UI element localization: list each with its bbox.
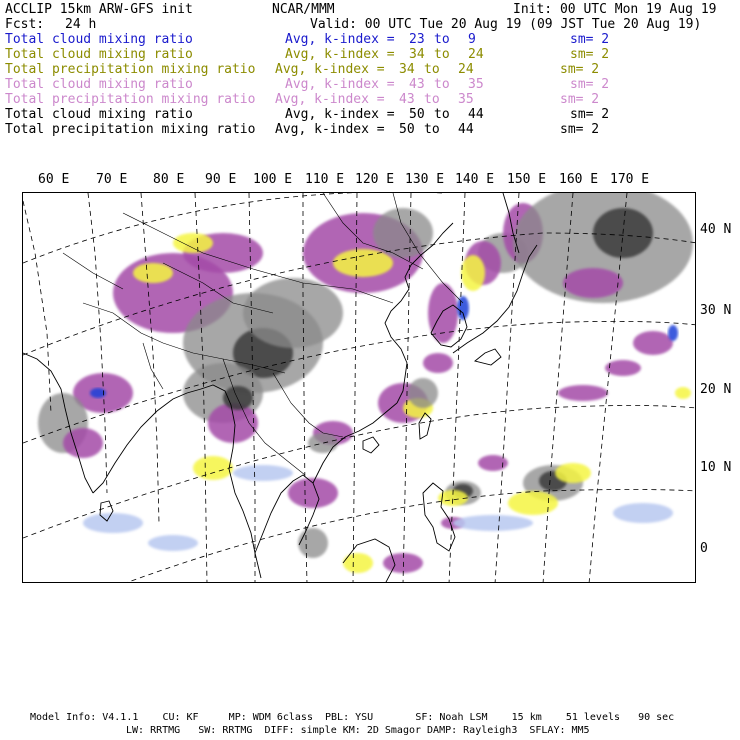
legend-field: Total cloud mixing ratio — [5, 32, 193, 47]
legend-to: to — [424, 92, 440, 107]
legend-k2: 35 — [468, 77, 484, 92]
cloud-field-blue — [668, 325, 678, 341]
model-info-line2: LW: RRTMG SW: RRTMG DIFF: simple KM: 2D Smagor DAMP: Rayleigh3 SFLAY: MM5 — [126, 725, 590, 736]
longitude-label: 90 E — [205, 172, 237, 187]
cloud-field-lightblue — [233, 465, 293, 481]
legend-sm: sm= 2 — [560, 122, 600, 137]
cloud-field-purple — [558, 385, 608, 401]
cloud-field-yellow — [173, 233, 213, 253]
cloud-field-gray — [373, 208, 433, 258]
legend-desc: Avg, k-index = — [275, 92, 385, 107]
cloud-field-purple — [633, 331, 673, 355]
legend-to: to — [424, 62, 440, 77]
legend-desc: Avg, k-index = — [285, 47, 395, 62]
legend-k1: 43 — [399, 92, 415, 107]
longitude-label: 140 E — [455, 172, 495, 187]
cloud-field-yellow — [461, 255, 485, 291]
longitude-label: 170 E — [610, 172, 650, 187]
legend-sm: sm= 2 — [570, 32, 610, 47]
longitude-label: 150 E — [507, 172, 547, 187]
cloud-field-dark — [223, 386, 253, 410]
longitude-label: 120 E — [355, 172, 395, 187]
longitude-label: 160 E — [559, 172, 599, 187]
latitude-label: 30 N — [700, 303, 732, 318]
legend-to: to — [434, 77, 450, 92]
cloud-field-lightblue — [453, 515, 533, 531]
longitude-label: 70 E — [96, 172, 128, 187]
cloud-field-purple — [605, 360, 641, 376]
legend-k2: 9 — [468, 32, 476, 47]
legend-field: Total cloud mixing ratio — [5, 107, 193, 122]
legend-to: to — [434, 32, 450, 47]
longitude-label: 130 E — [405, 172, 445, 187]
legend-to: to — [424, 122, 440, 137]
cloud-field-purple — [383, 553, 423, 573]
cloud-field-blue — [457, 296, 469, 320]
legend-k2: 44 — [468, 107, 484, 122]
legend-k2: 35 — [458, 92, 474, 107]
cloud-field-gray — [298, 528, 328, 558]
cloud-field-gray — [308, 433, 338, 453]
cloud-field-purple — [423, 353, 453, 373]
fcst-label: Fcst: — [5, 17, 45, 32]
cloud-field-yellow — [343, 553, 373, 573]
legend-sm: sm= 2 — [560, 92, 600, 107]
cloud-field-yellow — [193, 456, 233, 480]
cloud-field-yellow — [133, 263, 173, 283]
cloud-field-lightblue — [83, 513, 143, 533]
longitude-label: 60 E — [38, 172, 70, 187]
cloud-field-gray — [408, 378, 438, 408]
cloud-field-lightblue — [613, 503, 673, 523]
map-canvas — [23, 193, 696, 583]
cloud-field-purple — [63, 428, 103, 458]
legend-field: Total precipitation mixing ratio — [5, 62, 256, 77]
longitude-label: 100 E — [253, 172, 293, 187]
legend-k2: 44 — [458, 122, 474, 137]
legend-field: Total cloud mixing ratio — [5, 77, 193, 92]
valid-time: Valid: 00 UTC Tue 20 Aug 19 (09 JST Tue 20 Aug 19) — [310, 17, 702, 32]
legend-k1: 34 — [409, 47, 425, 62]
map-panel — [22, 192, 696, 583]
init-time: Init: 00 UTC Mon 19 Aug 19 — [513, 2, 717, 17]
legend-k1: 23 — [409, 32, 425, 47]
legend-desc: Avg, k-index = — [275, 122, 385, 137]
legend-desc: Avg, k-index = — [285, 77, 395, 92]
legend-field: Total precipitation mixing ratio — [5, 122, 256, 137]
legend-desc: Avg, k-index = — [275, 62, 385, 77]
cloud-field-yellow — [333, 249, 393, 277]
legend-k2: 24 — [458, 62, 474, 77]
legend-sm: sm= 2 — [560, 62, 600, 77]
map-title: ACCLIP 15km ARW-GFS init — [5, 2, 193, 17]
latitude-label: 0 — [700, 541, 708, 556]
legend-to: to — [434, 47, 450, 62]
legend-to: to — [434, 107, 450, 122]
center-label: NCAR/MMM — [272, 2, 335, 17]
fcst-value: 24 h — [65, 17, 97, 32]
cloud-field-gray — [243, 278, 343, 348]
cloud-field-lightblue — [148, 535, 198, 551]
legend-k1: 50 — [409, 107, 425, 122]
legend-field: Total cloud mixing ratio — [5, 47, 193, 62]
legend-k2: 24 — [468, 47, 484, 62]
legend-sm: sm= 2 — [570, 47, 610, 62]
legend-k1: 50 — [399, 122, 415, 137]
legend-field: Total precipitation mixing ratio — [5, 92, 256, 107]
legend-desc: Avg, k-index = — [285, 107, 395, 122]
cloud-field-yellow — [675, 387, 691, 399]
longitude-label: 80 E — [153, 172, 185, 187]
model-info-line1: Model Info: V4.1.1 CU: KF MP: WDM 6class PBL: YSU SF: Noah LSM 15 km 51 levels 90 sec — [30, 712, 675, 723]
latitude-label: 10 N — [700, 460, 732, 475]
legend-sm: sm= 2 — [570, 107, 610, 122]
latitude-label: 40 N — [700, 222, 732, 237]
legend-k1: 34 — [399, 62, 415, 77]
cloud-field-yellow — [508, 491, 558, 515]
latitude-label: 20 N — [700, 382, 732, 397]
cloud-field-purple — [563, 268, 623, 298]
legend-desc: Avg, k-index = — [285, 32, 395, 47]
legend-k1: 43 — [409, 77, 425, 92]
legend-sm: sm= 2 — [570, 77, 610, 92]
cloud-field-yellow — [555, 463, 591, 483]
longitude-label: 110 E — [305, 172, 345, 187]
